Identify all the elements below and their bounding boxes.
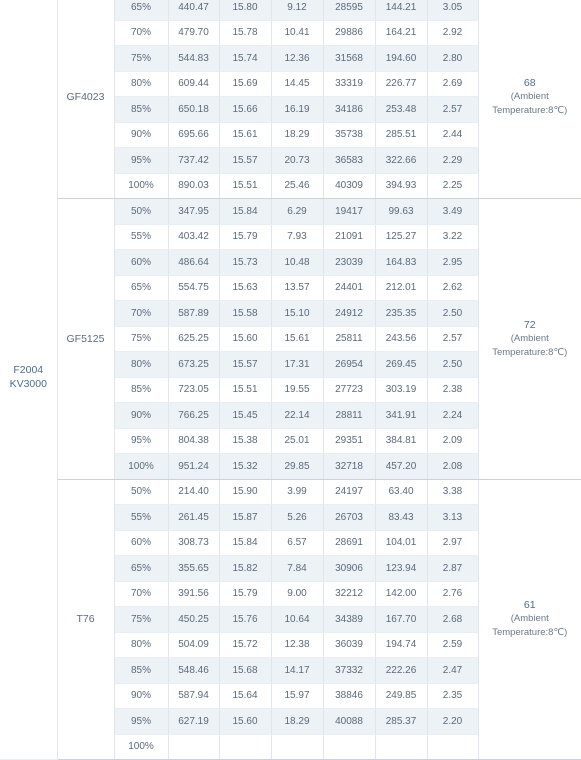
- data-cell: 2.57: [427, 326, 478, 352]
- table-row: [0, 199, 581, 225]
- data-cell: 90%: [114, 403, 168, 429]
- table-row: [0, 479, 581, 505]
- data-cell: 194.60: [375, 46, 427, 72]
- data-cell: 15.57: [219, 352, 271, 378]
- data-cell: 65%: [114, 0, 168, 20]
- data-cell: 504.09: [168, 632, 219, 658]
- data-cell: 15.68: [219, 658, 271, 684]
- data-cell: 737.42: [168, 148, 219, 174]
- data-cell: 32718: [323, 454, 375, 480]
- data-cell: 15.60: [219, 326, 271, 352]
- data-cell: 341.91: [375, 403, 427, 429]
- data-cell: 587.94: [168, 683, 219, 709]
- data-cell: 24912: [323, 301, 375, 327]
- data-cell: 15.60: [219, 709, 271, 735]
- temperature-value: 72: [479, 318, 581, 332]
- data-cell: 394.93: [375, 173, 427, 199]
- data-cell: 12.38: [271, 632, 323, 658]
- data-cell: 29.85: [271, 454, 323, 480]
- data-cell: 650.18: [168, 97, 219, 123]
- data-cell: 2.92: [427, 20, 478, 46]
- temperature-value: 61: [479, 598, 581, 612]
- data-cell: 695.66: [168, 122, 219, 148]
- data-cell: 15.66: [219, 97, 271, 123]
- data-cell: 2.95: [427, 250, 478, 276]
- data-cell: 3.13: [427, 505, 478, 531]
- data-cell: 95%: [114, 428, 168, 454]
- data-cell: 261.45: [168, 505, 219, 531]
- data-cell: 10.64: [271, 607, 323, 633]
- data-cell: 16.19: [271, 97, 323, 123]
- data-cell: 35738: [323, 122, 375, 148]
- data-cell: [323, 734, 375, 760]
- data-cell: 70%: [114, 20, 168, 46]
- data-cell: 15.78: [219, 20, 271, 46]
- data-cell: 2.20: [427, 709, 478, 735]
- data-cell: 15.79: [219, 581, 271, 607]
- data-cell: 144.21: [375, 0, 427, 20]
- data-cell: 285.51: [375, 122, 427, 148]
- data-cell: 167.70: [375, 607, 427, 633]
- data-cell: 40309: [323, 173, 375, 199]
- data-cell: 70%: [114, 581, 168, 607]
- data-cell: 50%: [114, 479, 168, 505]
- data-cell: 26703: [323, 505, 375, 531]
- data-cell: 95%: [114, 148, 168, 174]
- data-cell: 3.22: [427, 224, 478, 250]
- data-cell: 2.62: [427, 275, 478, 301]
- data-cell: 28691: [323, 530, 375, 556]
- data-cell: 890.03: [168, 173, 219, 199]
- data-cell: 29886: [323, 20, 375, 46]
- data-cell: 3.99: [271, 479, 323, 505]
- data-cell: 80%: [114, 352, 168, 378]
- temperature-value: 68: [479, 76, 581, 90]
- propeller-cell: T76: [57, 479, 114, 760]
- data-cell: 85%: [114, 377, 168, 403]
- data-cell: 15.69: [219, 71, 271, 97]
- data-cell: 2.09: [427, 428, 478, 454]
- data-cell: 142.00: [375, 581, 427, 607]
- data-cell: 34186: [323, 97, 375, 123]
- data-cell: 25811: [323, 326, 375, 352]
- propeller-cell: GF4023: [57, 0, 114, 199]
- data-cell: 548.46: [168, 658, 219, 684]
- data-cell: 2.69: [427, 71, 478, 97]
- data-cell: 440.47: [168, 0, 219, 20]
- data-cell: 15.87: [219, 505, 271, 531]
- data-cell: 14.45: [271, 71, 323, 97]
- data-cell: 269.45: [375, 352, 427, 378]
- data-cell: 2.80: [427, 46, 478, 72]
- data-cell: 27723: [323, 377, 375, 403]
- data-cell: [427, 734, 478, 760]
- data-cell: 90%: [114, 683, 168, 709]
- data-cell: 10.48: [271, 250, 323, 276]
- data-cell: 303.19: [375, 377, 427, 403]
- data-cell: 15.10: [271, 301, 323, 327]
- data-cell: 30906: [323, 556, 375, 582]
- data-cell: 85%: [114, 97, 168, 123]
- data-cell: 25.46: [271, 173, 323, 199]
- data-cell: 90%: [114, 122, 168, 148]
- data-cell: 15.74: [219, 46, 271, 72]
- data-cell: 14.17: [271, 658, 323, 684]
- motor-kv: KV3000: [10, 378, 47, 390]
- data-cell: 95%: [114, 709, 168, 735]
- ambient-temperature-note: (Ambient Temperature:8℃): [479, 332, 581, 360]
- data-cell: 25.01: [271, 428, 323, 454]
- data-cell: 28811: [323, 403, 375, 429]
- data-cell: 15.57: [219, 148, 271, 174]
- data-cell: 15.58: [219, 301, 271, 327]
- data-cell: 554.75: [168, 275, 219, 301]
- data-cell: 403.42: [168, 224, 219, 250]
- data-cell: 7.93: [271, 224, 323, 250]
- data-cell: 55%: [114, 505, 168, 531]
- propeller-cell: GF5125: [57, 199, 114, 480]
- data-cell: 100%: [114, 454, 168, 480]
- data-cell: 33319: [323, 71, 375, 97]
- motor-model-cell: [0, 0, 57, 760]
- data-cell: 9.12: [271, 0, 323, 20]
- temperature-cell: [478, 479, 581, 760]
- data-cell: 15.82: [219, 556, 271, 582]
- data-cell: 2.29: [427, 148, 478, 174]
- data-cell: 544.83: [168, 46, 219, 72]
- data-cell: 24401: [323, 275, 375, 301]
- data-cell: 15.79: [219, 224, 271, 250]
- data-cell: 75%: [114, 46, 168, 72]
- data-cell: 24197: [323, 479, 375, 505]
- data-cell: 15.84: [219, 530, 271, 556]
- data-cell: 18.29: [271, 122, 323, 148]
- data-cell: 2.57: [427, 97, 478, 123]
- data-cell: 587.89: [168, 301, 219, 327]
- data-cell: 384.81: [375, 428, 427, 454]
- data-cell: 486.64: [168, 250, 219, 276]
- data-cell: 15.64: [219, 683, 271, 709]
- data-cell: 55%: [114, 224, 168, 250]
- data-cell: 15.51: [219, 173, 271, 199]
- data-cell: 15.51: [219, 377, 271, 403]
- data-cell: 17.31: [271, 352, 323, 378]
- data-cell: 60%: [114, 530, 168, 556]
- data-cell: 15.97: [271, 683, 323, 709]
- ambient-temperature-note: (Ambient Temperature:8℃): [479, 90, 581, 118]
- data-cell: 222.26: [375, 658, 427, 684]
- data-cell: 65%: [114, 275, 168, 301]
- data-cell: 40088: [323, 709, 375, 735]
- data-cell: 18.29: [271, 709, 323, 735]
- data-cell: 249.85: [375, 683, 427, 709]
- data-cell: 15.84: [219, 199, 271, 225]
- data-cell: 50%: [114, 199, 168, 225]
- data-cell: 15.76: [219, 607, 271, 633]
- data-cell: 2.50: [427, 352, 478, 378]
- ambient-temperature-note: (Ambient Temperature:8℃): [479, 612, 581, 640]
- data-cell: 3.38: [427, 479, 478, 505]
- data-cell: 214.40: [168, 479, 219, 505]
- table-row: [0, 0, 581, 20]
- data-cell: 123.94: [375, 556, 427, 582]
- data-cell: 15.90: [219, 479, 271, 505]
- data-cell: 7.84: [271, 556, 323, 582]
- data-cell: 164.83: [375, 250, 427, 276]
- data-cell: 15.45: [219, 403, 271, 429]
- data-cell: 3.05: [427, 0, 478, 20]
- data-cell: 34389: [323, 607, 375, 633]
- data-cell: 673.25: [168, 352, 219, 378]
- data-cell: 609.44: [168, 71, 219, 97]
- data-cell: 253.48: [375, 97, 427, 123]
- data-cell: 15.32: [219, 454, 271, 480]
- data-cell: 6.29: [271, 199, 323, 225]
- data-cell: 804.38: [168, 428, 219, 454]
- data-cell: 80%: [114, 632, 168, 658]
- data-cell: 243.56: [375, 326, 427, 352]
- data-cell: 99.63: [375, 199, 427, 225]
- data-cell: 2.08: [427, 454, 478, 480]
- temperature-cell: [478, 0, 581, 199]
- data-cell: 2.97: [427, 530, 478, 556]
- data-cell: 15.72: [219, 632, 271, 658]
- data-cell: 125.27: [375, 224, 427, 250]
- data-cell: 3.49: [427, 199, 478, 225]
- data-cell: 285.37: [375, 709, 427, 735]
- data-cell: 391.56: [168, 581, 219, 607]
- data-cell: 5.26: [271, 505, 323, 531]
- data-cell: 322.66: [375, 148, 427, 174]
- data-cell: 80%: [114, 71, 168, 97]
- data-cell: 83.43: [375, 505, 427, 531]
- data-cell: 479.70: [168, 20, 219, 46]
- data-cell: 15.38: [219, 428, 271, 454]
- data-cell: 15.61: [219, 122, 271, 148]
- data-cell: 2.50: [427, 301, 478, 327]
- data-cell: 766.25: [168, 403, 219, 429]
- data-cell: 2.76: [427, 581, 478, 607]
- data-cell: 355.65: [168, 556, 219, 582]
- data-cell: 450.25: [168, 607, 219, 633]
- data-cell: 100%: [114, 173, 168, 199]
- data-cell: 951.24: [168, 454, 219, 480]
- data-cell: 36039: [323, 632, 375, 658]
- data-cell: 70%: [114, 301, 168, 327]
- data-cell: 212.01: [375, 275, 427, 301]
- data-cell: [168, 734, 219, 760]
- data-cell: 15.61: [271, 326, 323, 352]
- data-cell: 23039: [323, 250, 375, 276]
- data-cell: 104.01: [375, 530, 427, 556]
- data-cell: 26954: [323, 352, 375, 378]
- data-cell: [375, 734, 427, 760]
- data-cell: 12.36: [271, 46, 323, 72]
- data-cell: 65%: [114, 556, 168, 582]
- data-cell: 19417: [323, 199, 375, 225]
- data-cell: 2.68: [427, 607, 478, 633]
- data-cell: 85%: [114, 658, 168, 684]
- data-cell: 15.63: [219, 275, 271, 301]
- data-cell: 625.25: [168, 326, 219, 352]
- data-cell: 2.44: [427, 122, 478, 148]
- data-cell: 75%: [114, 607, 168, 633]
- data-cell: 28595: [323, 0, 375, 20]
- data-cell: 32212: [323, 581, 375, 607]
- data-cell: 226.77: [375, 71, 427, 97]
- motor-name: F2004: [13, 364, 43, 376]
- data-cell: 13.57: [271, 275, 323, 301]
- data-cell: 22.14: [271, 403, 323, 429]
- data-cell: 627.19: [168, 709, 219, 735]
- data-cell: 2.35: [427, 683, 478, 709]
- data-cell: 60%: [114, 250, 168, 276]
- data-cell: 2.38: [427, 377, 478, 403]
- data-cell: 36583: [323, 148, 375, 174]
- data-cell: 29351: [323, 428, 375, 454]
- data-cell: 6.57: [271, 530, 323, 556]
- data-cell: 21091: [323, 224, 375, 250]
- data-cell: 15.80: [219, 0, 271, 20]
- data-cell: 347.95: [168, 199, 219, 225]
- data-cell: 19.55: [271, 377, 323, 403]
- data-cell: 308.73: [168, 530, 219, 556]
- data-cell: 2.25: [427, 173, 478, 199]
- data-cell: 100%: [114, 734, 168, 760]
- data-cell: 9.00: [271, 581, 323, 607]
- temperature-cell: [478, 199, 581, 480]
- data-cell: 20.73: [271, 148, 323, 174]
- data-cell: 164.21: [375, 20, 427, 46]
- data-cell: 31568: [323, 46, 375, 72]
- data-cell: 2.87: [427, 556, 478, 582]
- data-cell: [271, 734, 323, 760]
- data-cell: 15.73: [219, 250, 271, 276]
- data-cell: 457.20: [375, 454, 427, 480]
- data-cell: 10.41: [271, 20, 323, 46]
- data-cell: 723.05: [168, 377, 219, 403]
- data-cell: 2.24: [427, 403, 478, 429]
- data-cell: 194.74: [375, 632, 427, 658]
- data-cell: 2.47: [427, 658, 478, 684]
- data-cell: 37332: [323, 658, 375, 684]
- data-cell: 235.35: [375, 301, 427, 327]
- data-cell: 75%: [114, 326, 168, 352]
- data-cell: 2.59: [427, 632, 478, 658]
- data-cell: 63.40: [375, 479, 427, 505]
- data-cell: 38846: [323, 683, 375, 709]
- data-cell: [219, 734, 271, 760]
